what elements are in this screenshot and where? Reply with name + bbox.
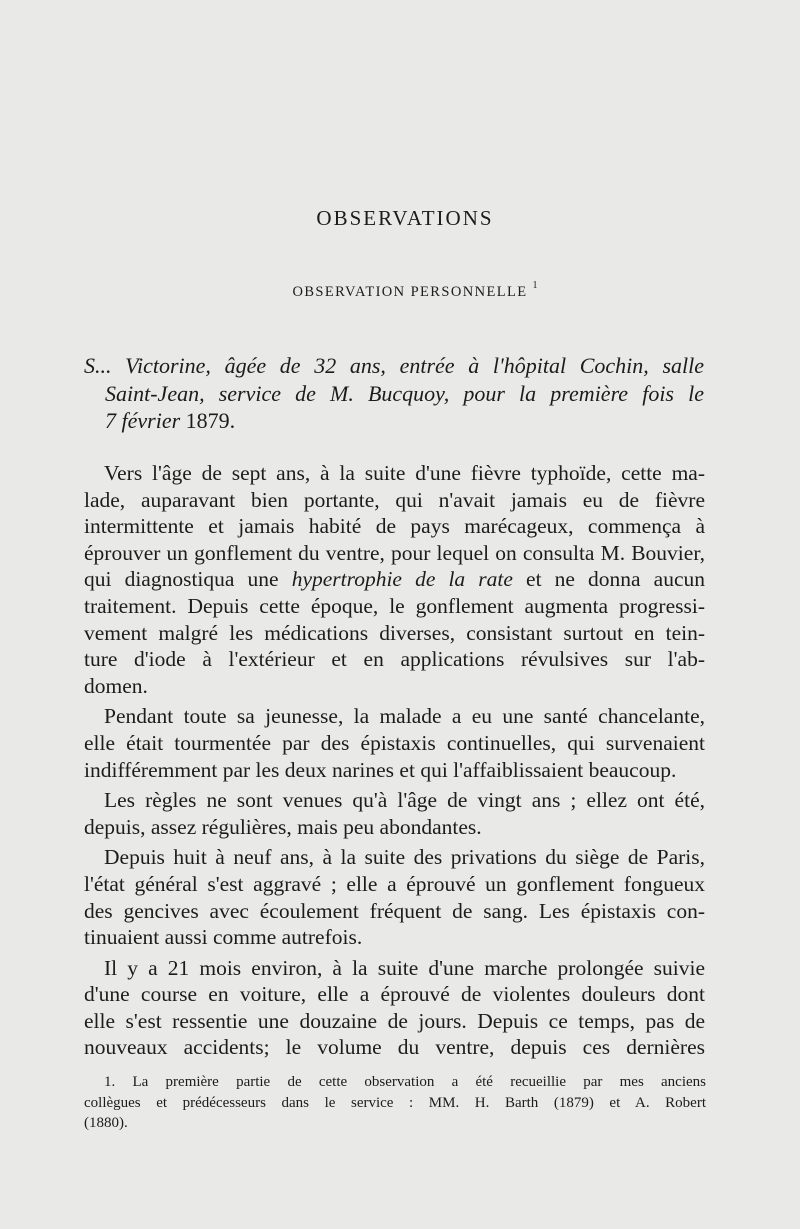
text-line bbox=[84, 566, 705, 593]
text-line: d'une course en voiture, elle a éprouvé de violentes douleurs dont bbox=[84, 982, 705, 1007]
text-line: Vers l'âge de sept ans, à la suite d'une fièvre typhoïde, cette ma- bbox=[104, 461, 705, 485]
intro-year: 1879. bbox=[185, 408, 236, 433]
emphasis-diagnosis: hypertrophie de la rate bbox=[291, 567, 513, 592]
text-line: elle était tourmentée par des épistaxis continuelles, qui survenaient bbox=[84, 730, 705, 755]
paragraph bbox=[84, 844, 705, 950]
intro-line: Saint-Jean, service de M. Bucquoy, pour la première fois le bbox=[105, 380, 704, 406]
paragraph bbox=[84, 787, 705, 840]
page-title: OBSERVATIONS bbox=[316, 206, 494, 230]
paragraph bbox=[84, 955, 705, 1061]
text-line: domen. bbox=[84, 673, 148, 698]
text-fragment: qui diagnostiqua une bbox=[84, 567, 279, 592]
text-line: traitement. Depuis cette époque, le gonflement augmenta progressi- bbox=[84, 593, 705, 618]
text-line: tinuaient aussi comme autrefois. bbox=[84, 925, 363, 950]
text-line: Depuis huit à neuf ans, à la suite des privations du siège de Paris, bbox=[104, 845, 705, 870]
text-line: ture d'iode à l'extérieur et en applications révulsives sur l'ab- bbox=[84, 647, 705, 672]
text-line: nouveaux accidents; le volume du ventre, depuis ces dernières bbox=[84, 1035, 705, 1060]
text-line: l'état général s'est aggravé ; elle a éprouvé un gonflement fongueux bbox=[84, 871, 705, 896]
text-line: indifféremment par les deux narines et qui l'affaiblissaient beaucoup. bbox=[84, 757, 677, 782]
text-line: Pendant toute sa jeunesse, la malade a eu une santé chancelante, bbox=[104, 704, 705, 729]
text-line: vement malgré les médications diverses, consistant surtout en tein- bbox=[84, 620, 705, 645]
intro-line: S... Victorine, âgée de 32 ans, entrée à l'hôpital Cochin, salle bbox=[84, 353, 704, 378]
footnote-ref: 1 bbox=[532, 280, 538, 291]
paragraph bbox=[84, 460, 705, 699]
text-fragment: et ne donna aucun bbox=[526, 567, 706, 592]
intro-line bbox=[84, 407, 704, 435]
footnote-line: (1880). bbox=[84, 1115, 128, 1131]
text-line: lade, auparavant bien portante, qui n'avait jamais eu de fièvre bbox=[84, 487, 705, 512]
patient-intro bbox=[84, 352, 704, 435]
text-line: des gencives avec écoulement fréquent de sang. Les épistaxis con- bbox=[84, 898, 705, 923]
footnote bbox=[84, 1072, 706, 1134]
footnote-line: 1. La première partie de cette observation a été recueillie par mes anciens bbox=[104, 1074, 706, 1090]
footnote-line: collègues et prédécesseurs dans le service : MM. H. Barth (1879) et A. Robert bbox=[84, 1094, 706, 1111]
intro-date: 7 février bbox=[105, 408, 181, 433]
subtitle-text: OBSERVATION PERSONNELLE bbox=[292, 283, 528, 300]
observation-body bbox=[84, 460, 705, 1065]
section-subtitle bbox=[0, 282, 800, 301]
text-line: intermittente et jamais habité de pays marécageux, commença à bbox=[84, 514, 705, 539]
text-line: Il y a 21 mois environ, à la suite d'une marche prolongée suivie bbox=[104, 955, 705, 980]
text-line: elle s'est ressentie une douzaine de jours. Depuis ce temps, pas de bbox=[84, 1008, 705, 1033]
text-line: depuis, assez régulières, mais peu abondantes. bbox=[84, 814, 482, 839]
text-line: Les règles ne sont venues qu'à l'âge de vingt ans ; ellez ont été, bbox=[104, 788, 705, 813]
paragraph bbox=[84, 703, 705, 783]
text-line: éprouver un gonflement du ventre, pour lequel on consulta M. Bouvier, bbox=[84, 540, 705, 565]
